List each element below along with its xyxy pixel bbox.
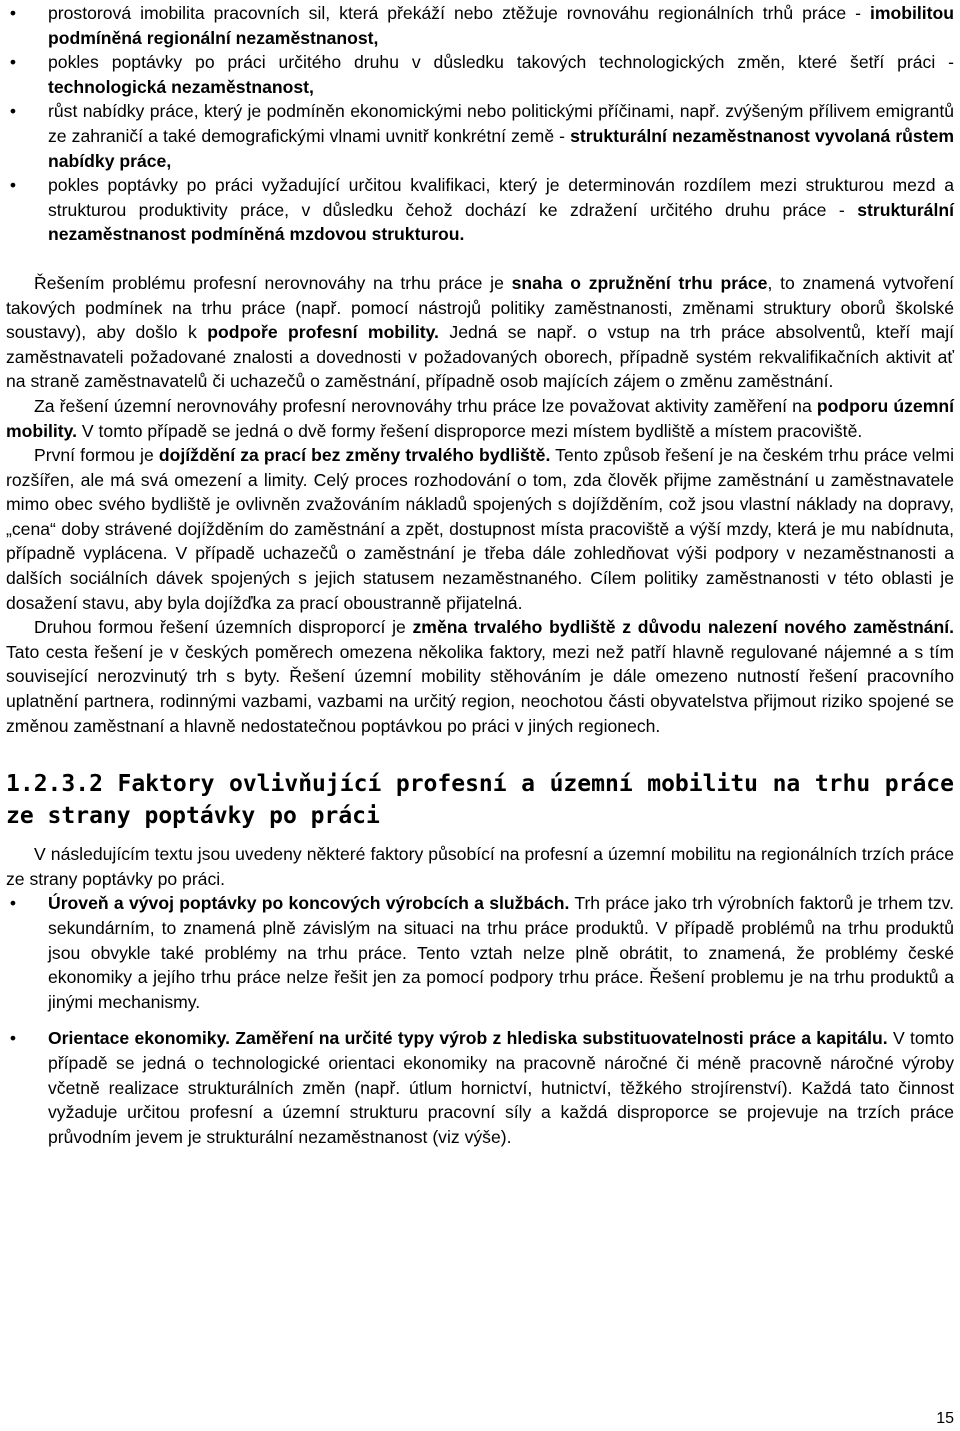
text-run: Tato cesta řešení je v českých poměrech omezena několika faktory, mezi než patří hlavně regulované nájemné a s tím související nerozvinutý trh s byty. Řešení územní mobility stěhováním je dále omezeno nutností řešení pracovního uplatnění partnera, rodinnými vazbami, vazbami na určitý region, neochotou části obyvatelstva přijmout riziko spojené se změnou zaměstnaní a hlavně nedostatečnou poptávkou po práci v jiných regionech. [6,641,954,736]
text-run: V tomto případě se jedná o technologické orientaci ekonomiky na pracovně náročné či méně pracovně náročné výroby včetně realizace strukturálních změn (např. útlum hornictví, hutnictví, těžkého strojírenství). Každá tato činnost vyžaduje určitou profesní a územní strukturu pracovní síly a každá disproporce se projevuje na trzích práce průvodním jevem je strukturální nezaměstnanost (viz výše). [48,1028,954,1147]
unemployment-types-list [6,1,954,247]
section-intro: V následujícím textu jsou uvedeny některé faktory působící na profesní a územní mobilitu na regionálních trzích práce ze strany poptávky po práci. [6,844,954,889]
bullet-icon: • [9,52,17,73]
list-item [6,50,954,99]
bold-text-run: podpoře profesní mobility. [207,322,439,343]
list-item [6,99,954,173]
text-run: Tento způsob řešení je na českém trhu práce velmi rozšířen, ale má svá omezení a limity. Celý proces rozhodování o tom, zda člověk přijme zaměstnání u zaměstnavatele mimo obec svého bydliště je ovlivněn zvažováním nákladů spojených s dojížděním, což jsou vlastní náklady na dopravy, „cena“ doby strávené dojížděním do zaměstnání a zpět, dostupnost místa pracoviště a výší mzdy, která je mu nabídnuta, případně vyplácena. V případě uchazečů o zaměstnání je třeba dále zohledňovat výši podpory v nezaměstnanosti a dalších sociálních dávek spojených s jejich statusem nezaměstnaného. Cílem politiky zaměstnanosti v této oblasti je dosažení stavu, aby byla dojížďka za prací oboustranně přijatelná. [6,445,954,613]
bold-text-run: dojíždění za prací bez změny trvalého bydliště. [158,445,551,466]
text-run: , to znamená vytvoření takových podmínek na trhu práce (např. pomocí nástrojů politiky zaměstnanosti, změnami struktury oborů školské soustavy), aby došlo k [6,272,954,343]
text-run: Druhou formou řešení územních disproporcí je [34,617,413,638]
section-heading: 1.2.3.2 Faktory ovlivňující profesní a územní mobilitu na trhu práce ze strany poptávky po práci [6,771,954,830]
text-run: růst nabídky práce, který je podmíněn ekonomickými nebo politickými příčinami, např. zvýšeným přílivem emigrantů ze zahraničí a také demografickými vlnami uvnitř konkrétní země - [48,101,954,146]
text-run: Za řešení územní nerovnováhy profesní nerovnováhy trhu práce lze považovat aktivity zaměření na [34,395,817,416]
bold-text-run: Orientace ekonomiky. Zaměření na určité typy výrob z hlediska substituovatelnosti práce a kapitálu. [48,1028,888,1049]
text-run: prostorová imobilita pracovních sil, která překáží nebo ztěžuje rovnováhu regionálních trhů práce - [48,3,870,23]
paragraph-relocation [6,615,954,738]
bold-text-run: imobilitou podmíněná regionální nezaměstnanost, [48,3,954,48]
demand-factors-list [6,891,954,1149]
text-run: Jedná se např. o vstup na trh práce absolventů, kteří mají zaměstnavateli požadované znalosti a dovednosti v požadovaných oborech, případně systém rekvalifikačních aktivit ať na straně zaměstnavatelů či uchazečů o zaměstnání, případně osob majících zájem o změnu zaměstnání. [6,322,954,392]
list-item [6,891,954,1014]
list-item [6,1026,954,1149]
bullet-icon: • [9,893,17,914]
paragraph-territorial-mobility [6,394,954,443]
bold-text-run: snaha o zpružnění trhu práce [511,272,768,293]
bold-text-run: technologická nezaměstnanost, [48,76,314,97]
document-page [6,1,954,1149]
bullet-icon: • [9,175,17,196]
bold-text-run: Úroveň a vývoj poptávky po koncových výrobcích a službách. [48,893,570,914]
page-number: 15 [936,1410,954,1427]
mobility-paragraphs [6,271,954,738]
list-item [6,1,954,50]
bullet-icon: • [9,1028,17,1049]
bold-text-run: strukturální nezaměstnanost vyvolaná růstem nabídky práce, [48,125,954,171]
text-run: pokles poptávky po práci vyžadující určitou kvalifikaci, který je determinován rozdílem mezi strukturou mezd a strukturou produktivity práce, v důsledku čehož dochází ke zdražení určitého druhu práce - [48,175,954,220]
text-run: Řešením problému profesní nerovnováhy na trhu práce je [34,272,512,293]
text-run: V tomto případě se jedná o dvě formy řešení disproporce mezi místem bydliště a místem pracoviště. [77,420,863,441]
text-run: pokles poptávky po práci určitého druhu v důsledku takových technologických změn, které šetří práci - [48,52,954,73]
bullet-icon: • [9,101,17,122]
bold-text-run: podporu územní mobility. [6,395,954,441]
text-run: Trh práce jako trh výrobních faktorů je trhem tzv. sekundárním, to znamená plně závislým na situaci na trhu práce produktů. V případě problémů na trhu produktů jsou obvykle také problémy na trhu práce. Tento vztah nelze plně obrátit, to znamená, že problémy české ekonomiky a jejího trhu práce nelze řešit jen za pomocí podpory trhu práce. Řešení problemu je na trhu produktů a jinými mechanismy. [48,893,954,1012]
list-item [6,173,954,247]
paragraph-commuting [6,443,954,615]
text-run: První formou je [34,445,159,466]
bullet-icon: • [9,3,17,23]
paragraph-professional-mobility [6,271,954,394]
bold-text-run: strukturální nezaměstnanost podmíněná mzdovou strukturou. [48,199,954,245]
bold-text-run: změna trvalého bydliště z důvodu nalezení nového zaměstnání. [412,617,954,638]
